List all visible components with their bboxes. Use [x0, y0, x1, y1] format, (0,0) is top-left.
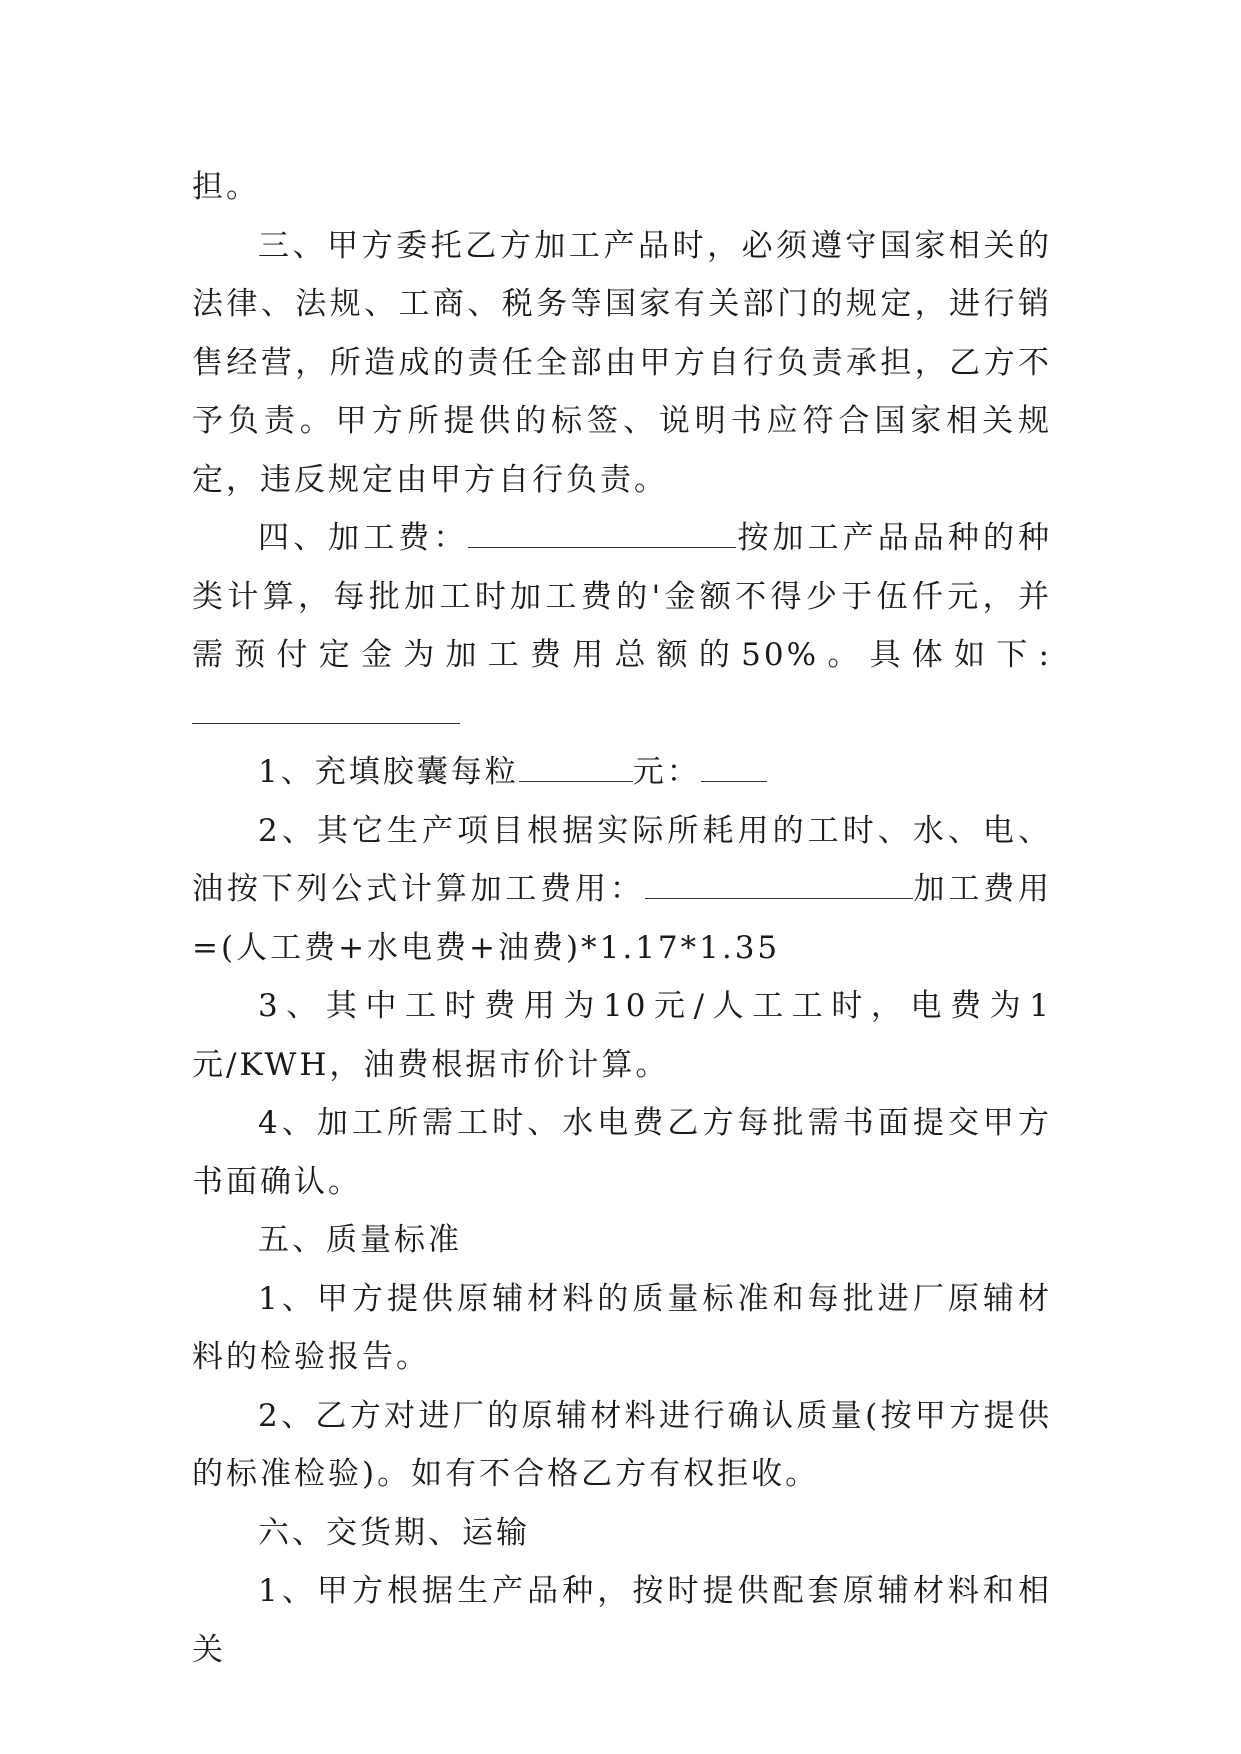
paragraph-delivery-item-1: 1、甲方根据生产品种，按时提供配套原辅材料和相关 [192, 1573, 1052, 1668]
heading-delivery-transport: 六、交货期、运输 [258, 1514, 530, 1551]
paragraph-clause-3: 三、甲方委托乙方加工产品时，必须遵守国家相关的法律、法规、工商、税务等国家有关部门的规定，进行销售经营，所造成的责任全部由甲方自行负责承担，乙方不予负责。甲方所提供的标签、说明书应符合国家相关规定，违反规定由甲方自行负责。 [192, 227, 1052, 498]
paragraph-fee-item-3: 3、其中工时费用为10元/人工工时，电费为1元/KWH，油费根据市价计算。 [192, 988, 1052, 1083]
paragraph-continuation: 担。 [192, 169, 260, 205]
paragraph-fee-item-4: 4、加工所需工时、水电费乙方每批需书面提交甲方书面确认。 [192, 1105, 1052, 1200]
paragraph-fee-item-2: 2、其它生产项目根据实际所耗用的工时、水、电、油按下列公式计算加工费用： 加工费用=(人工费+水电费+油费)*1.17*1.35 [192, 812, 1053, 966]
document-body [192, 158, 1052, 1679]
heading-quality-standard: 五、质量标准 [258, 1222, 462, 1258]
paragraph-quality-item-2: 2、乙方对进厂的原辅材料进行确认质量(按甲方提供的标准检验)。如有不合格乙方有权拒收。 [192, 1397, 1052, 1492]
fill-in-blank[interactable] [645, 870, 913, 899]
paragraph-quality-item-1: 1、甲方提供原辅材料的质量标准和每批进厂原辅材料的检验报告。 [192, 1280, 1052, 1375]
fill-in-blank[interactable] [468, 519, 736, 548]
paragraph-fee-item-1: 1、充填胶囊每粒 元： [192, 743, 1052, 802]
fill-in-blank[interactable] [701, 753, 767, 782]
fill-in-blank[interactable] [192, 695, 460, 724]
paragraph-clause-4-fee: 四、加工费： 按加工产品品种的种类计算，每批加工时加工费的'金额不得少于伍仟元，并需预付定金为加工费用总额的50%。具体如下: [192, 509, 1052, 743]
fill-in-blank[interactable] [519, 753, 633, 782]
